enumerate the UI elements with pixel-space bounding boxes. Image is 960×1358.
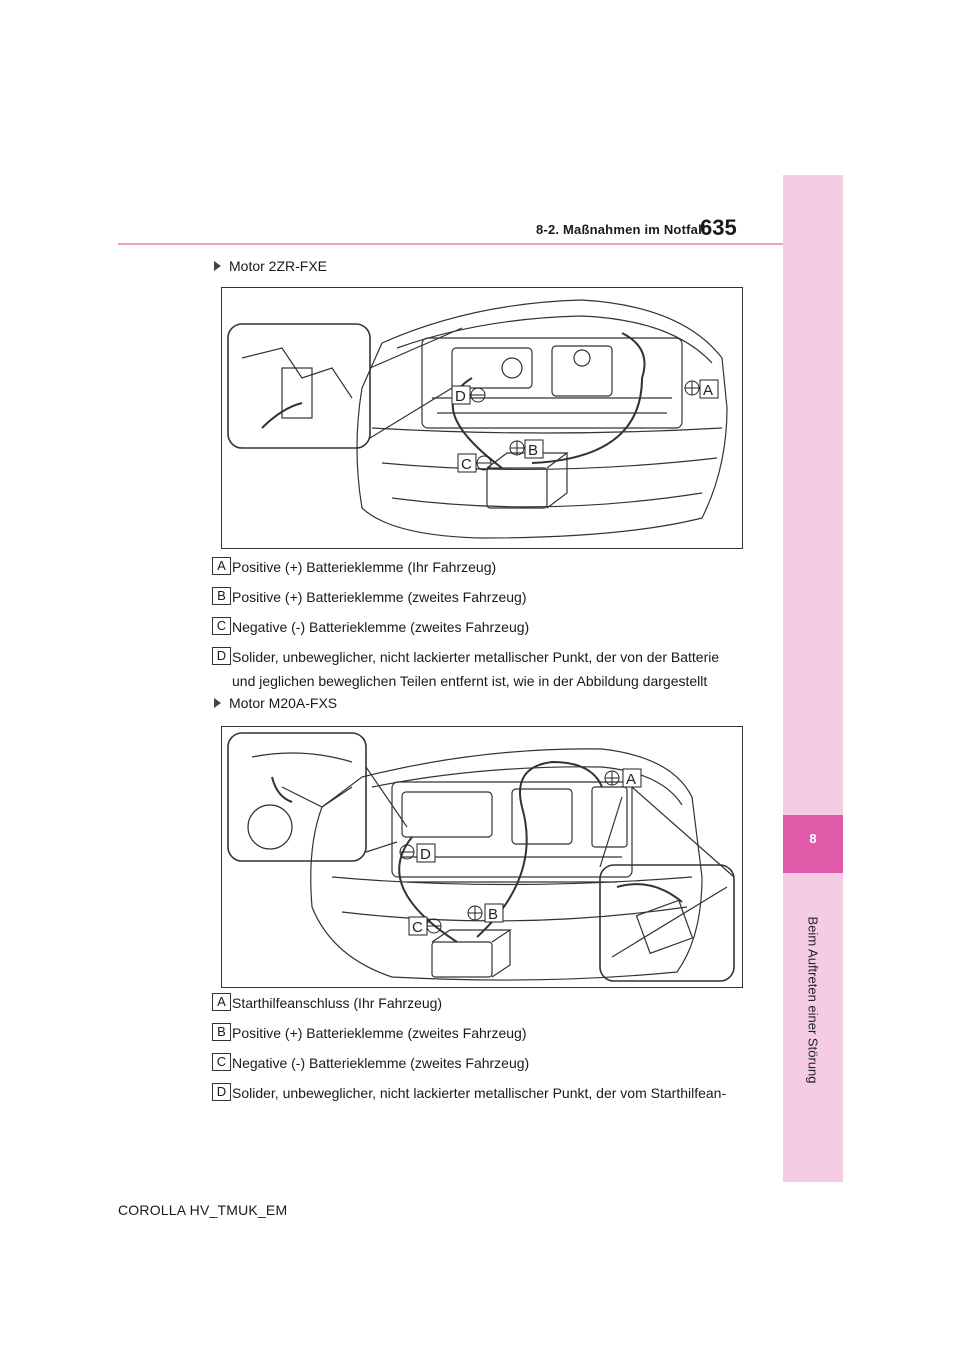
figure-1-label-c: C	[461, 456, 472, 473]
legend-text: Solider, unbeweglicher, nicht lackierter metallischer Punkt, der vom Starthilfean-	[232, 1085, 727, 1101]
figure-2-label-d: D	[420, 846, 431, 863]
figure-2-label-b: B	[488, 906, 499, 923]
engine-2zr-drawing	[222, 288, 742, 548]
legend-row	[212, 991, 772, 1015]
engine-m20a-drawing	[222, 727, 742, 987]
chapter-number: 8	[809, 831, 817, 846]
legend-text: Positive (+) Batterieklemme (zweites Fahrzeug)	[232, 589, 527, 605]
legend-text-continued: und jeglichen beweglichen Teilen entfernt ist, wie in der Abbildung dargestellt	[232, 673, 708, 689]
legend-key: A	[212, 557, 231, 575]
legend-row	[212, 585, 772, 609]
legend-text: Negative (-) Batterieklemme (zweites Fahrzeug)	[232, 1055, 530, 1071]
legend-key: B	[212, 587, 231, 605]
figure-1-label-b: B	[528, 442, 539, 459]
engine-2zr-heading	[214, 258, 327, 274]
figure-1-label-d: D	[455, 388, 466, 405]
figure-2-label-a: A	[626, 771, 637, 788]
figure-1-label-a: A	[703, 382, 714, 399]
legend-text: Solider, unbeweglicher, nicht lackierter metallischer Punkt, der von der Batterie	[232, 649, 720, 665]
page-number: 635	[700, 215, 737, 240]
figure-2-label-c: C	[412, 919, 423, 936]
legend-key: C	[212, 617, 231, 635]
legend-text: Positive (+) Batterieklemme (zweites Fahrzeug)	[232, 1025, 527, 1041]
legend-key: A	[212, 993, 231, 1011]
legend-row	[212, 1081, 772, 1105]
engine-m20a-illustration	[221, 726, 743, 988]
engine-2zr-heading-text: Motor 2ZR-FXE	[229, 258, 328, 274]
legend-key: D	[212, 647, 231, 665]
legend-key: B	[212, 1023, 231, 1041]
legend-row	[212, 615, 772, 639]
legend-row	[212, 645, 772, 693]
legend-text: Starthilfeanschluss (Ihr Fahrzeug)	[232, 995, 443, 1011]
triangle-bullet-icon	[214, 261, 221, 271]
chapter-title: Beim Auftreten einer Störung	[805, 916, 821, 1084]
legend-text: Negative (-) Batterieklemme (zweites Fahrzeug)	[232, 619, 530, 635]
legend-row	[212, 555, 772, 579]
legend-text: Positive (+) Batterieklemme (Ihr Fahrzeug)	[232, 559, 497, 575]
header-divider	[118, 243, 783, 245]
legend-key: C	[212, 1053, 231, 1071]
legend-row	[212, 1021, 772, 1045]
engine-m20a-heading	[214, 695, 337, 711]
section-title: 8-2. Maßnahmen im Notfall	[536, 222, 706, 237]
engine-m20a-heading-text: Motor M20A-FXS	[229, 695, 338, 711]
engine-2zr-illustration	[221, 287, 743, 549]
document-id-footer: COROLLA HV_TMUK_EM	[118, 1202, 288, 1218]
legend-row	[212, 1051, 772, 1075]
legend-key: D	[212, 1083, 231, 1101]
triangle-bullet-icon	[214, 698, 221, 708]
